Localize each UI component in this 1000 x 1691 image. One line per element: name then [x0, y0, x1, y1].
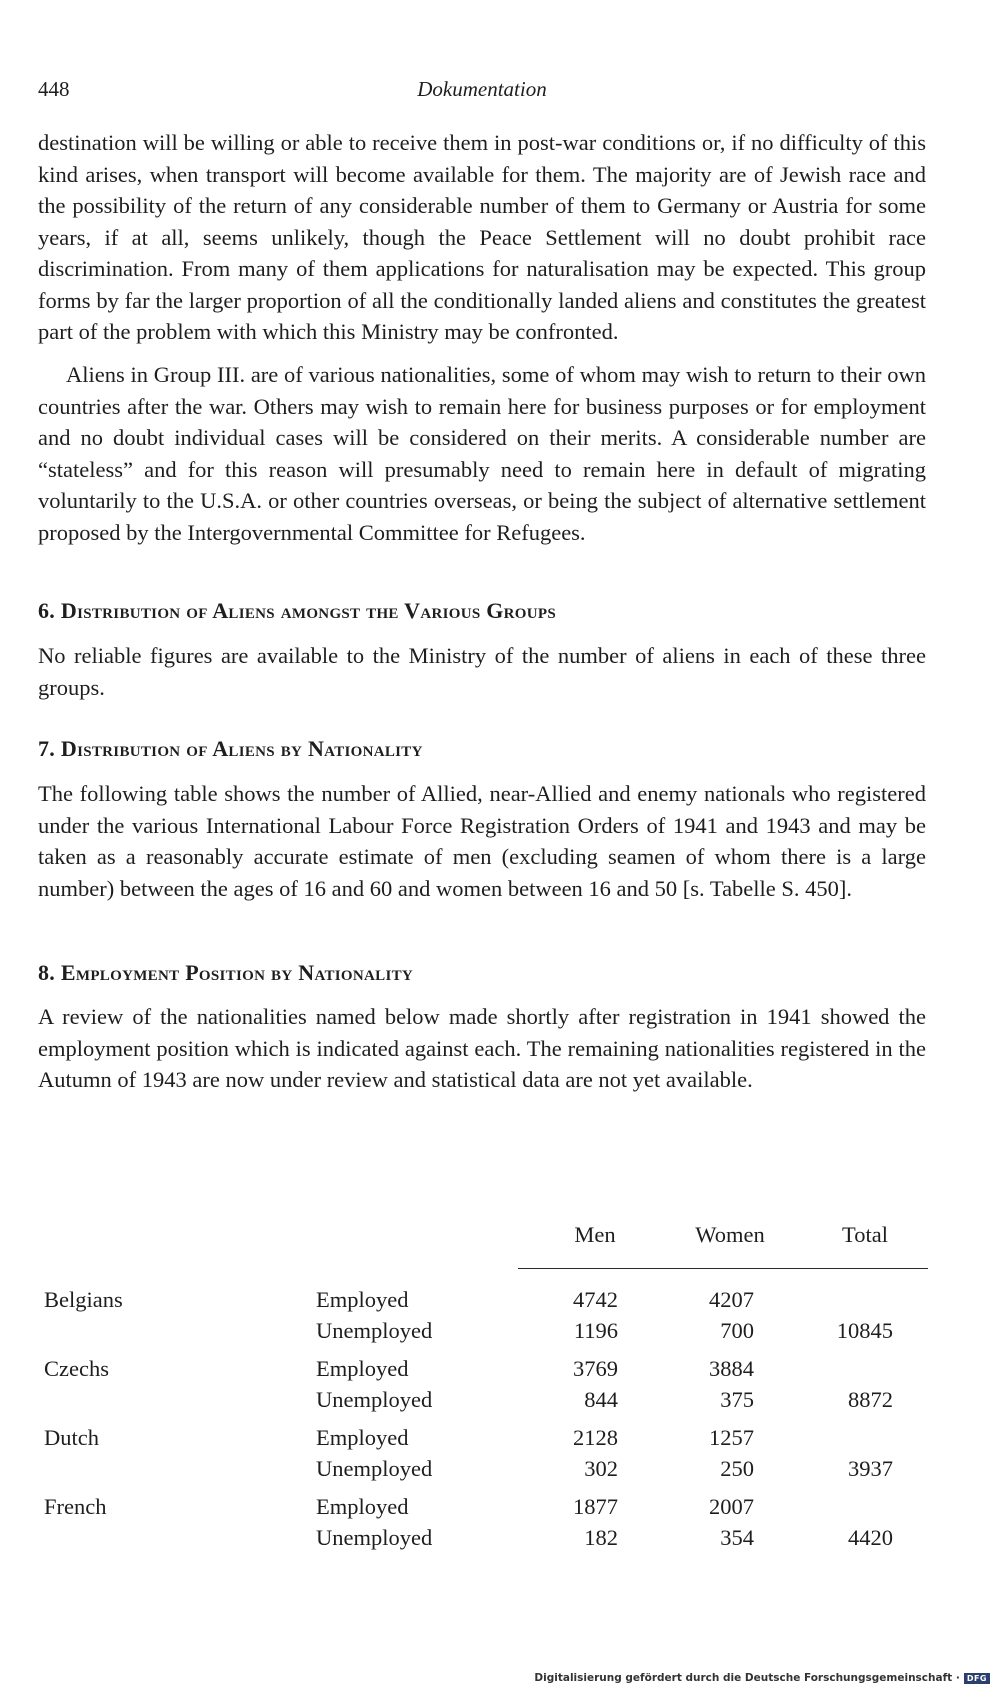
section-7-heading: 7. Distribution of Aliens by Nationality	[38, 736, 423, 761]
page-number: 448	[38, 77, 70, 101]
table-row	[0, 1494, 1000, 1526]
section-6-body: No reliable figures are available to the Ministry of the number of aliens in each of these three groups.	[38, 643, 926, 700]
status-cell: Unemployed	[316, 1456, 433, 1481]
men-cell: 2128	[573, 1425, 618, 1450]
table-header-rule	[518, 1268, 928, 1269]
women-cell: 375	[720, 1387, 754, 1412]
column-header-women: Women	[695, 1222, 765, 1247]
men-cell: 3769	[573, 1356, 618, 1381]
women-cell: 3884	[709, 1356, 754, 1381]
table-header	[0, 1222, 1000, 1256]
status-cell: Employed	[316, 1287, 409, 1312]
table-row	[0, 1425, 1000, 1457]
total-cell: 10845	[836, 1318, 893, 1343]
nationality-cell: Belgians	[44, 1287, 123, 1312]
women-cell: 1257	[709, 1425, 754, 1450]
dfg-logo: DFG	[964, 1673, 990, 1684]
women-cell: 2007	[709, 1494, 754, 1519]
men-cell: 182	[584, 1525, 618, 1550]
page-header	[38, 77, 926, 107]
nationality-cell: Czechs	[44, 1356, 109, 1381]
table-row	[0, 1456, 1000, 1488]
men-cell: 302	[584, 1456, 618, 1481]
women-cell: 354	[720, 1525, 754, 1550]
men-cell: 1196	[573, 1318, 618, 1343]
paragraph-continuation: destination will be willing or able to receive them in post-war conditions or, if no difficulty of this kind arises, when transport will become available for them. The majority are of Jewish race and the possibility of the return of any considerable number of them to Germany or Austria for some years, if at all, seems unlikely, though the Peace Settlement will no doubt prohibit race discrimination. From many of them applications for naturalisation may be expected. This group forms by far the larger proportion of all the conditionally landed aliens and constitutes the greatest part of the problem with which this Ministry may be confronted.	[38, 130, 926, 344]
table-row	[0, 1387, 1000, 1419]
paragraph-group-iii: Aliens in Group III. are of various nationalities, some of whom may wish to return to their own countries after the war. Others may wish to remain here for business purposes or for employment and no doubt individual cases will be considered on their merits. A considerable number are “stateless” and for this reason will presumably need to remain here in default of migrating voluntarily to the U.S.A. or other countries overseas, or being the subject of alternative settlement proposed by the Intergovernmental Committee for Refugees.	[38, 362, 926, 545]
total-cell: 8872	[848, 1387, 893, 1412]
women-cell: 4207	[709, 1287, 754, 1312]
section-8-body: A review of the nationalities named below made shortly after registration in 1941 showed the employment position which is indicated against each. The remaining nationalities registered in the Autumn of 1943 are now under review and statistical data are not yet available.	[38, 1004, 926, 1092]
status-cell: Unemployed	[316, 1318, 433, 1343]
nationality-cell: Dutch	[44, 1425, 99, 1450]
men-cell: 1877	[573, 1494, 618, 1519]
men-cell: 844	[584, 1387, 618, 1412]
total-cell: 3937	[848, 1456, 893, 1481]
table-row	[0, 1287, 1000, 1319]
column-header-men: Men	[574, 1222, 616, 1247]
status-cell: Unemployed	[316, 1387, 433, 1412]
status-cell: Employed	[316, 1494, 409, 1519]
footer-text: Digitalisierung gefördert durch die Deutsche Forschungsgemeinschaft ·	[534, 1672, 960, 1684]
status-cell: Employed	[316, 1356, 409, 1381]
total-cell: 4420	[848, 1525, 893, 1550]
section-7-body: The following table shows the number of Allied, near-Allied and enemy nationals who registered under the various International Labour Force Registration Orders of 1941 and 1943 and may be taken as a reasonably accurate estimate of men (excluding seamen of whom there is a large number) between the ages of 16 and 60 and women between 16 and 50 [s. Tabelle S. 450].	[38, 781, 926, 901]
table-row	[0, 1525, 1000, 1557]
status-cell: Unemployed	[316, 1525, 433, 1550]
section-6-heading: 6. Distribution of Aliens amongst the Various Groups	[38, 598, 557, 623]
women-cell: 250	[720, 1456, 754, 1481]
men-cell: 4742	[573, 1287, 618, 1312]
running-title: Dokumentation	[417, 77, 547, 101]
section-8-heading: 8. Employment Position by Nationality	[38, 960, 414, 985]
table-row	[0, 1356, 1000, 1388]
column-header-total: Total	[842, 1222, 888, 1247]
women-cell: 700	[720, 1318, 754, 1343]
digitization-footer	[534, 1670, 990, 1686]
nationality-cell: French	[44, 1494, 107, 1519]
table-row	[0, 1318, 1000, 1350]
status-cell: Employed	[316, 1425, 409, 1450]
